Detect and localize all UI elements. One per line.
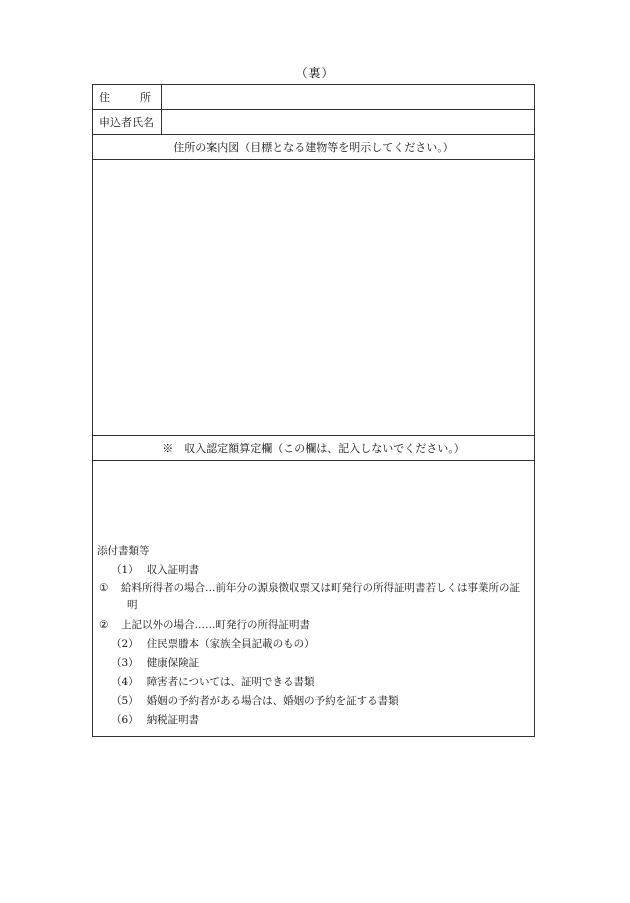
address-label-char-2: 所 (140, 91, 151, 104)
income-calc-area (93, 461, 535, 737)
applicant-name-row (93, 110, 535, 135)
applicant-name-field[interactable] (162, 110, 535, 135)
map-area-row (93, 160, 535, 436)
attachment-item: （4） 障害者については、証明できる書類 (111, 676, 315, 688)
income-calc-row (93, 461, 535, 737)
attachment-item: （2） 住民票謄本（家族全員記載のもの） (111, 638, 315, 650)
application-form-table (92, 84, 535, 737)
address-row (93, 85, 535, 110)
calc-title-row (93, 436, 535, 461)
attachment-item: （1） 収入証明書 (111, 564, 200, 576)
attachments-title: 添付書類等 (97, 545, 150, 557)
map-title-row (93, 135, 535, 160)
attachment-subitem: ① 給料所得者の場合…前年分の源泉徴収票又は町発行の所得証明書若しくは事業所の証明 (99, 582, 520, 611)
address-label-char-1: 住 (99, 91, 110, 104)
attachments-list (97, 542, 528, 730)
income-calc-title: ※ 収入認定額算定欄（この欄は、記入しないでください。） (93, 436, 535, 461)
map-section-title: 住所の案内図（目標となる建物等を明示してください。） (93, 135, 535, 160)
address-field[interactable] (162, 85, 535, 110)
applicant-name-label: 申込者氏名 (93, 110, 162, 135)
attachment-item: （3） 健康保険証 (111, 657, 200, 669)
attachment-item: （6） 納税証明書 (111, 714, 200, 726)
attachment-subitem: ② 上記以外の場合……町発行の所得証明書 (99, 619, 310, 631)
address-label (93, 85, 162, 110)
page-heading: （裏） (295, 66, 335, 80)
map-drawing-area[interactable] (93, 160, 535, 436)
attachment-item: （5） 婚姻の予約者がある場合は、婚姻の予約を証する書類 (111, 695, 399, 707)
